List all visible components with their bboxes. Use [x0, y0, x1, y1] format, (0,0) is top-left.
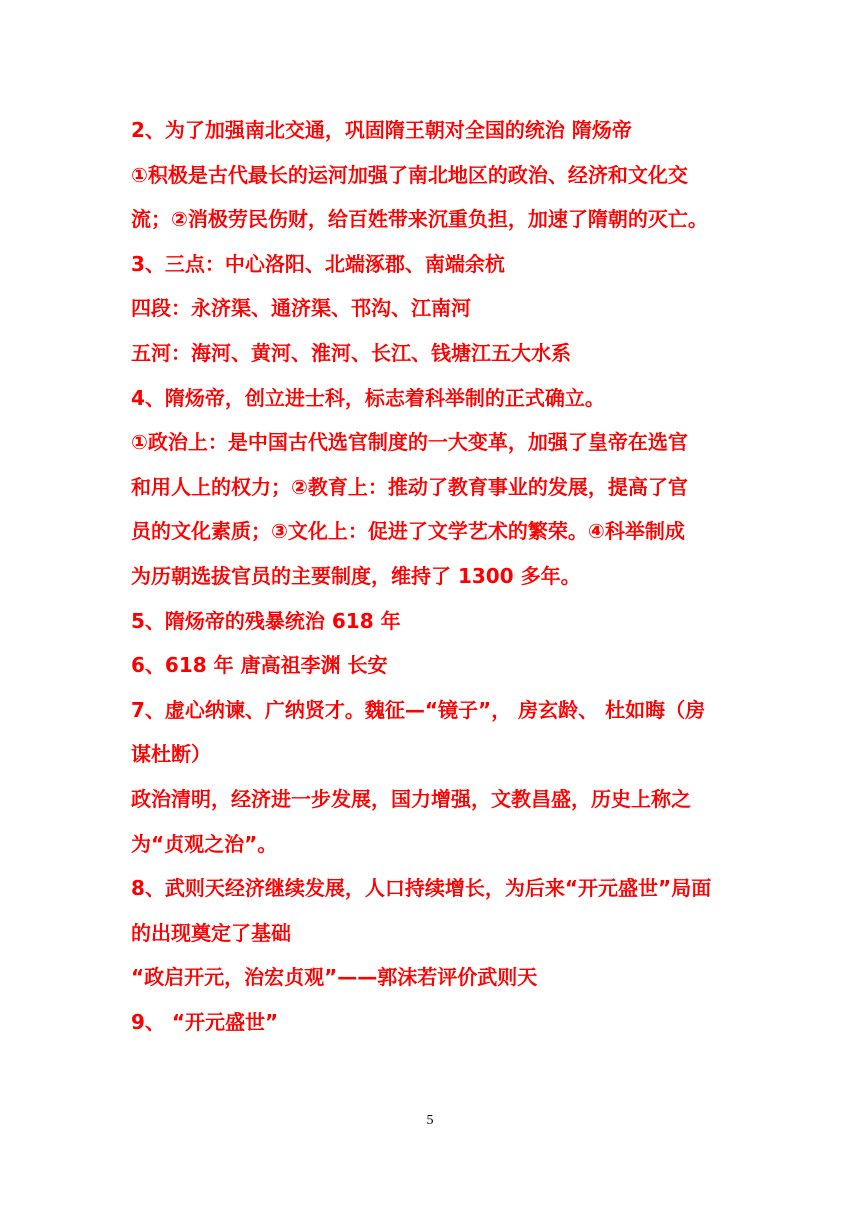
text-line: 四段：永济渠、通济渠、邗沟、江南河 [131, 296, 471, 321]
page-content [131, 108, 731, 1044]
page-number: 5 [426, 1113, 434, 1128]
text-line: 4、隋炀帝，创立进士科，标志着科举制的正式确立。 [131, 385, 605, 410]
text-line: 7、虚心纳谏、广纳贤才。魏征—“镜子”， 房玄龄、 杜如晦（房 [131, 697, 706, 722]
text-line: 5、隋炀帝的残暴统治 618 年 [131, 608, 401, 633]
text-line: 和用人上的权力；②教育上：推动了教育事业的发展，提高了官 [131, 474, 688, 499]
text-line: 流；②消极劳民伤财，给百姓带来沉重负担，加速了隋朝的灭亡。 [131, 207, 708, 232]
text-line: ①政治上：是中国古代选官制度的一大变革，加强了皇帝在选官 [131, 430, 688, 455]
text-line: 6、618 年 唐高祖李渊 长安 [131, 653, 388, 678]
text-line: 2、为了加强南北交通，巩固隋王朝对全国的统治 隋炀帝 [131, 118, 632, 142]
text-line: 员的文化素质；③文化上：促进了文学艺术的繁荣。④科举制成 [131, 519, 685, 544]
text-line: 8、武则天经济继续发展，人口持续增长，为后来“开元盛世”局面 [131, 876, 712, 901]
text-line: 为历朝选拔官员的主要制度，维持了 1300 多年。 [131, 563, 581, 588]
text-line: ①积极是古代最长的运河加强了南北地区的政治、经济和文化交 [131, 162, 688, 187]
text-line: 为“贞观之治”。 [131, 831, 278, 856]
text-line: 的出现奠定了基础 [131, 920, 291, 945]
text-line: “政启开元，治宏贞观”——郭沫若评价武则天 [131, 965, 538, 990]
text-line: 谋杜断） [131, 742, 211, 767]
text-line: 3、三点：中心洛阳、北端涿郡、南端余杭 [131, 251, 505, 276]
text-line: 五河：海河、黄河、淮河、长江、钱塘江五大水系 [131, 340, 571, 365]
text-line: 政治清明，经济进一步发展，国力增强，文教昌盛，历史上称之 [131, 786, 691, 811]
text-line: 9、 “开元盛世” [131, 1009, 279, 1034]
